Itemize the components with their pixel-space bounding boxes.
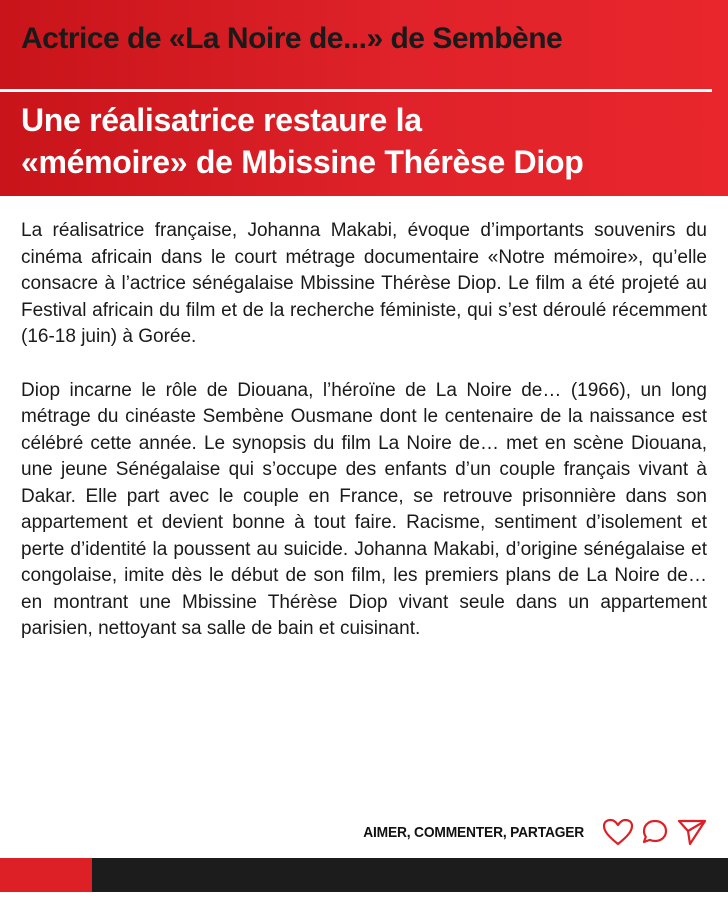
headline-line-1: Une réalisatrice restaure la [21, 102, 422, 138]
headline [21, 99, 583, 183]
actions-label: AIMER, COMMENTER, PARTAGER [363, 823, 584, 841]
header-banner [0, 0, 728, 196]
headline-line-2: «mémoire» de Mbissine Thérèse Diop [21, 144, 584, 180]
paragraph-2: Diop incarne le rôle de Diouana, l’héroïne de La Noire de… (1966), un long métrage du cinéaste Sembène Ousmane dont le centenaire de la naissance est célébré cette année. Le synopsis du film La Noire de… met en scène Diouana, une jeune Sénégalaise qui s’occupe des enfants d’un couple français vivant à Dakar. Elle part avec le couple en France, se retrouve prisonnière dans son appartement et devient bonne à tout faire. Racisme, sentiment d’isolement et perte d’identité la poussent au suicide. Johanna Makabi, d’origine sénégalaise et congolaise, imite dès le début de son film, les premiers plans de La Noire de… en montrant une Mbissine Thérèse Diop vivant seule dans un appartement parisien, nettoyant sa salle de bain et cuisinant. [21, 379, 707, 639]
article-body [21, 218, 707, 670]
header-divider [0, 89, 712, 92]
action-bar [344, 816, 708, 848]
comment-icon[interactable] [640, 817, 670, 847]
heart-icon[interactable] [602, 818, 634, 846]
kicker-title: Actrice de «La Noire de...» de Sembène [21, 22, 563, 55]
footer-black-bar [92, 858, 728, 892]
footer-red-block [0, 858, 92, 892]
paragraph-1: La réalisatrice française, Johanna Makabi, évoque d’importants souvenirs du cinéma africain dans le court métrage documentaire «Notre mémoire», qu’elle consacre à l’actrice sénégalaise Mbissine Thérèse Diop. Le film a été projeté au Festival africain du film et de la recherche féministe, qui s’est déroulé récemment (16-18 juin) à Gorée. [21, 220, 707, 347]
share-icon[interactable] [676, 817, 708, 847]
